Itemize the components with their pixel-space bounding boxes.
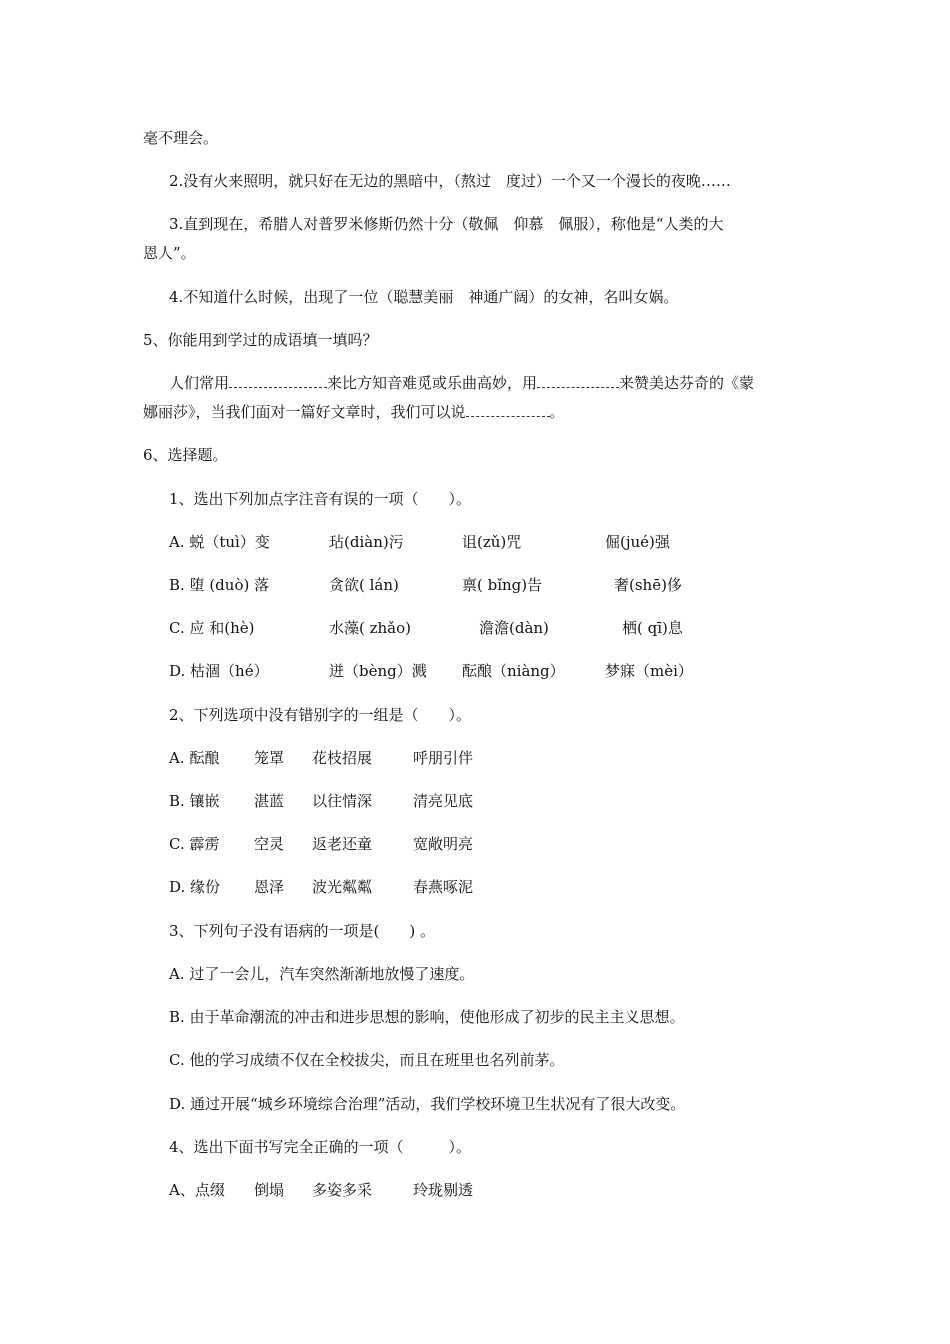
question-heading: 5、你能用到学过的成语填一填吗？ xyxy=(143,331,378,349)
option-cell: 倔(jué)强 xyxy=(605,533,670,551)
option-cell: 笼罩 xyxy=(254,749,285,767)
option-cell: 玷(diàn)污 xyxy=(329,533,404,551)
option-cell: C. 应 和(hè) xyxy=(169,619,255,637)
fill-in-line xyxy=(143,402,565,422)
option-line: D. 通过开展“城乡环境综合治理”活动，我们学校环境卫生状况有了很大改变。 xyxy=(169,1095,686,1113)
option-cell: A. 蜕（tuì）变 xyxy=(169,533,270,551)
option-cell: 以往情深 xyxy=(312,792,373,810)
option-cell: 奢(shē)侈 xyxy=(614,576,682,594)
option-cell: 梦寐（mèi） xyxy=(605,662,693,680)
option-cell: 酝酿（niàng） xyxy=(462,662,565,680)
option-cell: 花枝招展 xyxy=(312,749,373,767)
option-cell: 多姿多采 xyxy=(312,1181,373,1199)
option-cell: 恩泽 xyxy=(254,878,285,896)
option-cell: 倒塌 xyxy=(254,1181,285,1199)
option-cell: 清亮见底 xyxy=(413,792,474,810)
text-line: 3.直到现在，希腊人对普罗米修斯仍然十分（敬佩 仰慕 佩服），称他是“人类的大 xyxy=(169,215,724,233)
text-segment: 来比方知音难觅或乐曲高妙，用 xyxy=(327,374,538,392)
text-line: 恩人”。 xyxy=(143,244,196,262)
text-line: 4.不知道什么时候，出现了一位（聪慧美丽 神通广阔）的女神，名叫女娲。 xyxy=(169,288,679,306)
option-line: C. 他的学习成绩不仅在全校拔尖，而且在班里也名列前茅。 xyxy=(169,1051,565,1069)
text-line: 毫不理会。 xyxy=(143,129,219,147)
option-cell: 水藻( zhǎo) xyxy=(329,619,412,637)
option-cell: 澹澹(dàn) xyxy=(479,619,549,637)
text-line: 2.没有火来照明，就只好在无边的黑暗中，（熬过 度过）一个又一个漫长的夜晚…… xyxy=(169,172,731,190)
sub-question-stem: 3、下列句子没有语病的一项是( ) 。 xyxy=(169,922,436,940)
option-cell: B. 堕 (duò) 落 xyxy=(169,576,270,594)
option-cell: A、点缀 xyxy=(169,1181,225,1199)
text-segment: 。 xyxy=(549,403,565,421)
option-cell: 宽敞明亮 xyxy=(413,835,474,853)
option-cell: 诅(zǔ)咒 xyxy=(462,533,522,551)
text-segment: 娜丽莎》，当我们面对一篇好文章时，我们可以说 xyxy=(143,403,466,421)
option-cell: D. 缘份 xyxy=(169,878,221,896)
option-cell: 玲珑剔透 xyxy=(413,1181,474,1199)
option-cell: A. 酝酿 xyxy=(169,749,220,767)
option-cell: D. 枯涸（hé） xyxy=(169,662,269,680)
text-segment: 来赞美达芬奇的《蒙 xyxy=(619,374,755,392)
question-heading: 6、选择题。 xyxy=(143,446,228,464)
fill-in-line xyxy=(169,373,754,393)
option-cell: B. 镶嵌 xyxy=(169,792,220,810)
option-cell: C. 霹雳 xyxy=(169,835,220,853)
answer-blank[interactable] xyxy=(229,373,327,388)
option-cell: 返老还童 xyxy=(312,835,373,853)
option-cell: 春燕啄泥 xyxy=(413,878,474,896)
option-line: A. 过了一会儿，汽车突然渐渐地放慢了速度。 xyxy=(169,965,475,983)
option-cell: 空灵 xyxy=(254,835,285,853)
option-cell: 湛蓝 xyxy=(254,792,285,810)
option-cell: 迸（bèng）溅 xyxy=(329,662,427,680)
option-line: B. 由于革命潮流的冲击和进步思想的影响，使他形成了初步的民主主义思想。 xyxy=(169,1008,685,1026)
option-cell: 波光粼粼 xyxy=(312,878,373,896)
answer-blank[interactable] xyxy=(537,373,619,388)
answer-blank[interactable] xyxy=(466,402,550,417)
option-cell: 栖( qī)息 xyxy=(622,619,683,637)
option-cell: 禀( bǐng)告 xyxy=(462,576,543,594)
option-cell: 呼朋引伴 xyxy=(413,749,474,767)
text-segment: 人们常用 xyxy=(169,374,230,392)
option-cell: 贪欲( lán) xyxy=(329,576,399,594)
sub-question-stem: 2、下列选项中没有错别字的一组是（ ）。 xyxy=(169,706,472,724)
sub-question-stem: 1、选出下列加点字注音有误的一项（ ）。 xyxy=(169,490,472,508)
sub-question-stem: 4、选出下面书写完全正确的一项（ ）。 xyxy=(169,1138,472,1156)
